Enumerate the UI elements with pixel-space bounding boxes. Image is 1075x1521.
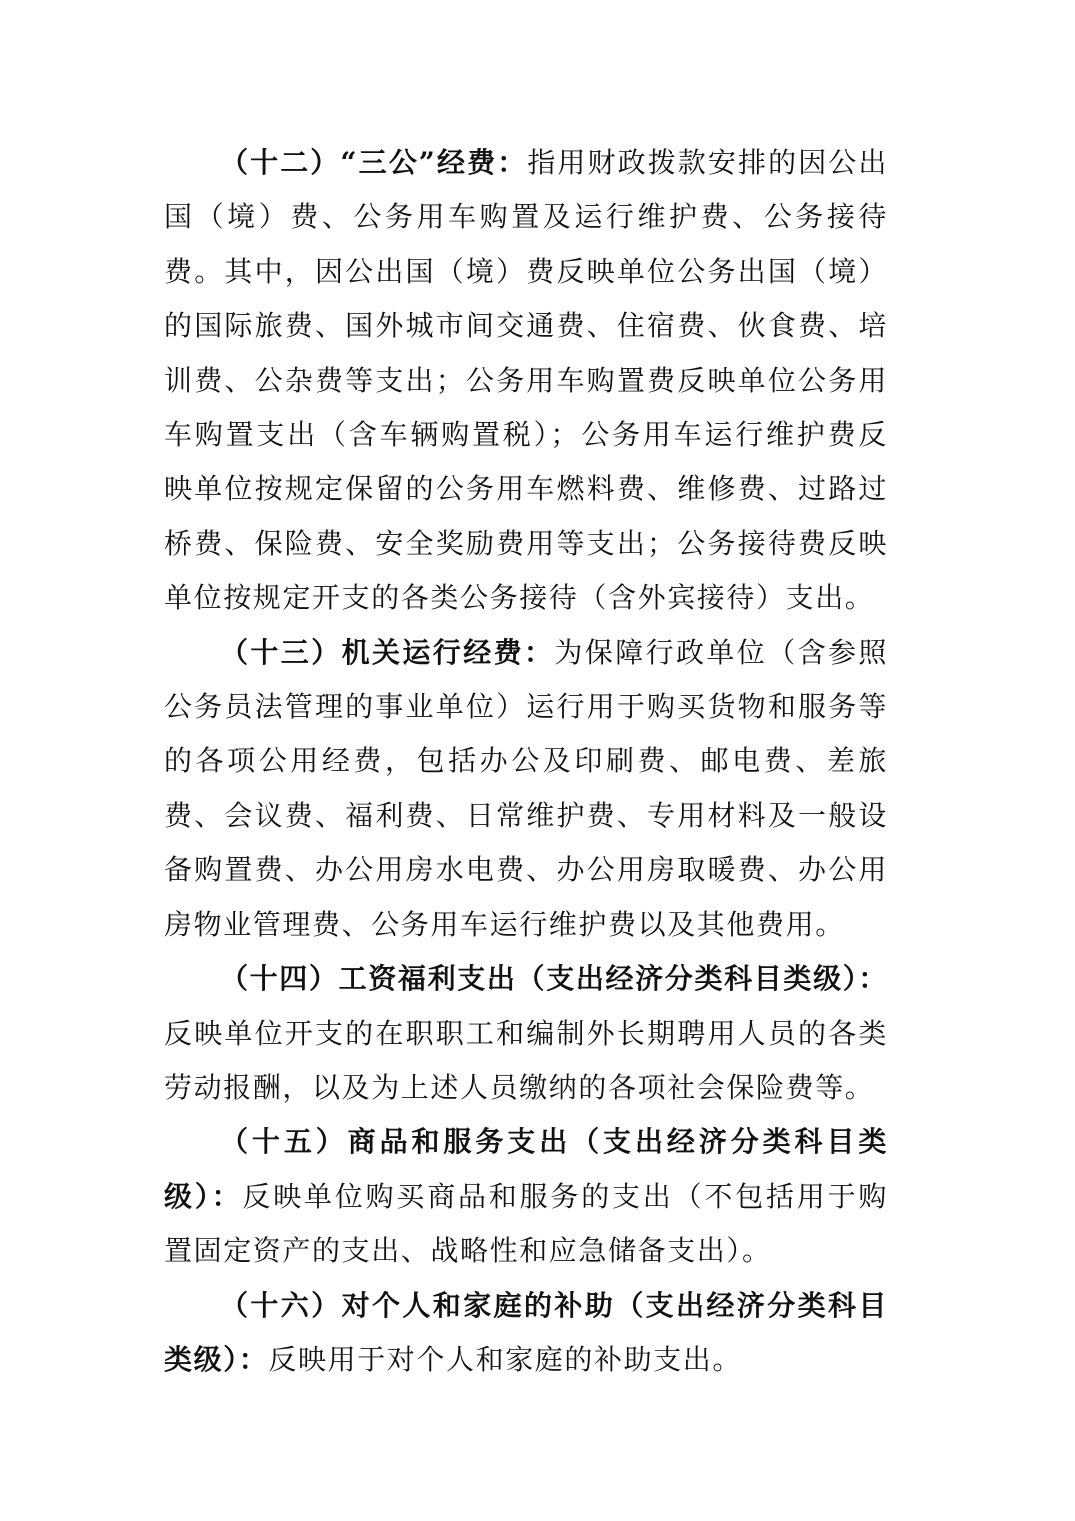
paragraph-text: 反映单位开支的在职职工和编制外长期聘用人员的各类劳动报酬，以及为上述人员缴纳的各项社会保险费等。 [164, 1016, 888, 1104]
paragraph-text: 指用财政拨款安排的因公出国（境）费、公务用车购置及运行维护费、公务接待费。其中，因公出国（境）费反映单位公务出国（境）的国际旅费、国外城市间交通费、住宿费、伙食费、培训费、公杂费等支出；公务用车购置费反映单位公务用车购置支出（含车辆购置税）；公务用车运行维护费反映单位按规定保留的公务用车燃料费、维修费、过路过桥费、保险费、安全奖励费用等支出；公务接待费反映单位按规定开支的各类公务接待（含外宾接待）支出。 [164, 146, 889, 615]
document-body [164, 136, 888, 1387]
paragraph-thirteen [164, 626, 888, 952]
paragraph-text: 反映用于对个人和家庭的补助支出。 [268, 1342, 743, 1376]
paragraph-twelve [164, 136, 888, 626]
paragraph-fifteen [164, 1115, 888, 1278]
paragraph-term: （十二）“三公”经费： [220, 146, 528, 179]
paragraph-term: （十五）商品和服务支出（支出经济分类科目类级）： [164, 1125, 888, 1213]
paragraph-text: 反映单位购买商品和服务的支出（不包括用于购置固定资产的支出、战略性和应急储备支出）。 [164, 1179, 888, 1268]
paragraph-term: （十四）工资福利支出（支出经济分类科目类级）： [220, 962, 888, 996]
paragraph-text: 为保障行政单位（含参照公务员法管理的事业单位）运行用于购买货物和服务等的各项公用经费，包括办公及印刷费、邮电费、差旅费、会议费、福利费、日常维护费、专用材料及一般设备购置费、办公用房水电费、办公用房取暖费、办公用房物业管理费、公务用车运行维护费以及其他费用。 [164, 635, 888, 941]
paragraph-term: （十三）机关运行经费： [220, 635, 555, 669]
paragraph-fourteen [164, 952, 888, 1115]
paragraph-sixteen [164, 1279, 888, 1388]
paragraph-term: （十六）对个人和家庭的补助（支出经济分类科目类级）： [164, 1288, 888, 1376]
